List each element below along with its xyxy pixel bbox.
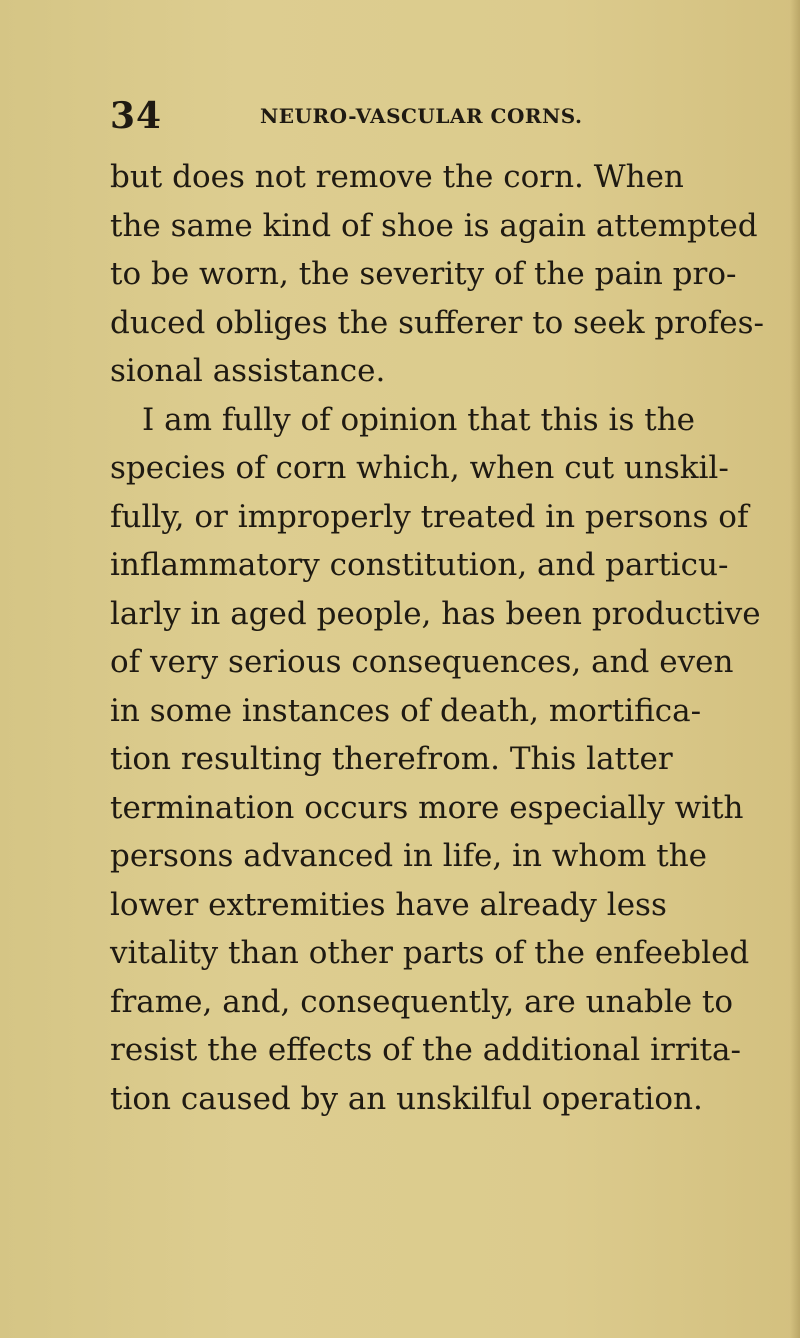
text-line: persons advanced in life, in whom the: [110, 838, 708, 874]
body-text: [110, 153, 764, 1123]
page-edge-shadow: [790, 0, 800, 1338]
text-line: larly in aged people, has been productive: [110, 595, 761, 632]
text-line: duced obliges the sufferer to seek profes-: [110, 304, 764, 341]
page-header: [110, 92, 710, 140]
text-line: to be worn, the severity of the pain pro-: [110, 256, 737, 292]
text-line: species of corn which, when cut unskil-: [110, 450, 729, 486]
text-line: of very serious consequences, and even: [110, 644, 734, 680]
text-line: frame, and, consequently, are unable to: [110, 983, 734, 1020]
text-line: sional assistance.: [110, 353, 386, 389]
text-line: fully, or improperly treated in persons of: [110, 498, 749, 535]
text-line: tion resulting therefrom. This latter: [110, 741, 673, 777]
text-line: lower extremities have already less: [110, 886, 667, 923]
page-number: 34: [110, 95, 163, 137]
text-line: in some instances of death, mortifica-: [110, 692, 702, 729]
paragraph-start-line: I am fully of opinion that this is the: [142, 401, 696, 438]
text-line: vitality than other parts of the enfeebled: [110, 935, 750, 971]
running-head: NEURO-VASCULAR CORNS.: [260, 104, 583, 128]
text-line: the same kind of shoe is again attempted: [110, 207, 758, 244]
text-line: tion caused by an unskilful operation.: [110, 1080, 703, 1117]
text-line: resist the effects of the additional irrita-: [110, 1032, 741, 1068]
text-line: but does not remove the corn. When: [110, 159, 684, 195]
text-line: termination occurs more especially with: [110, 789, 744, 826]
text-line: inflammatory constitution, and particu-: [110, 547, 729, 583]
